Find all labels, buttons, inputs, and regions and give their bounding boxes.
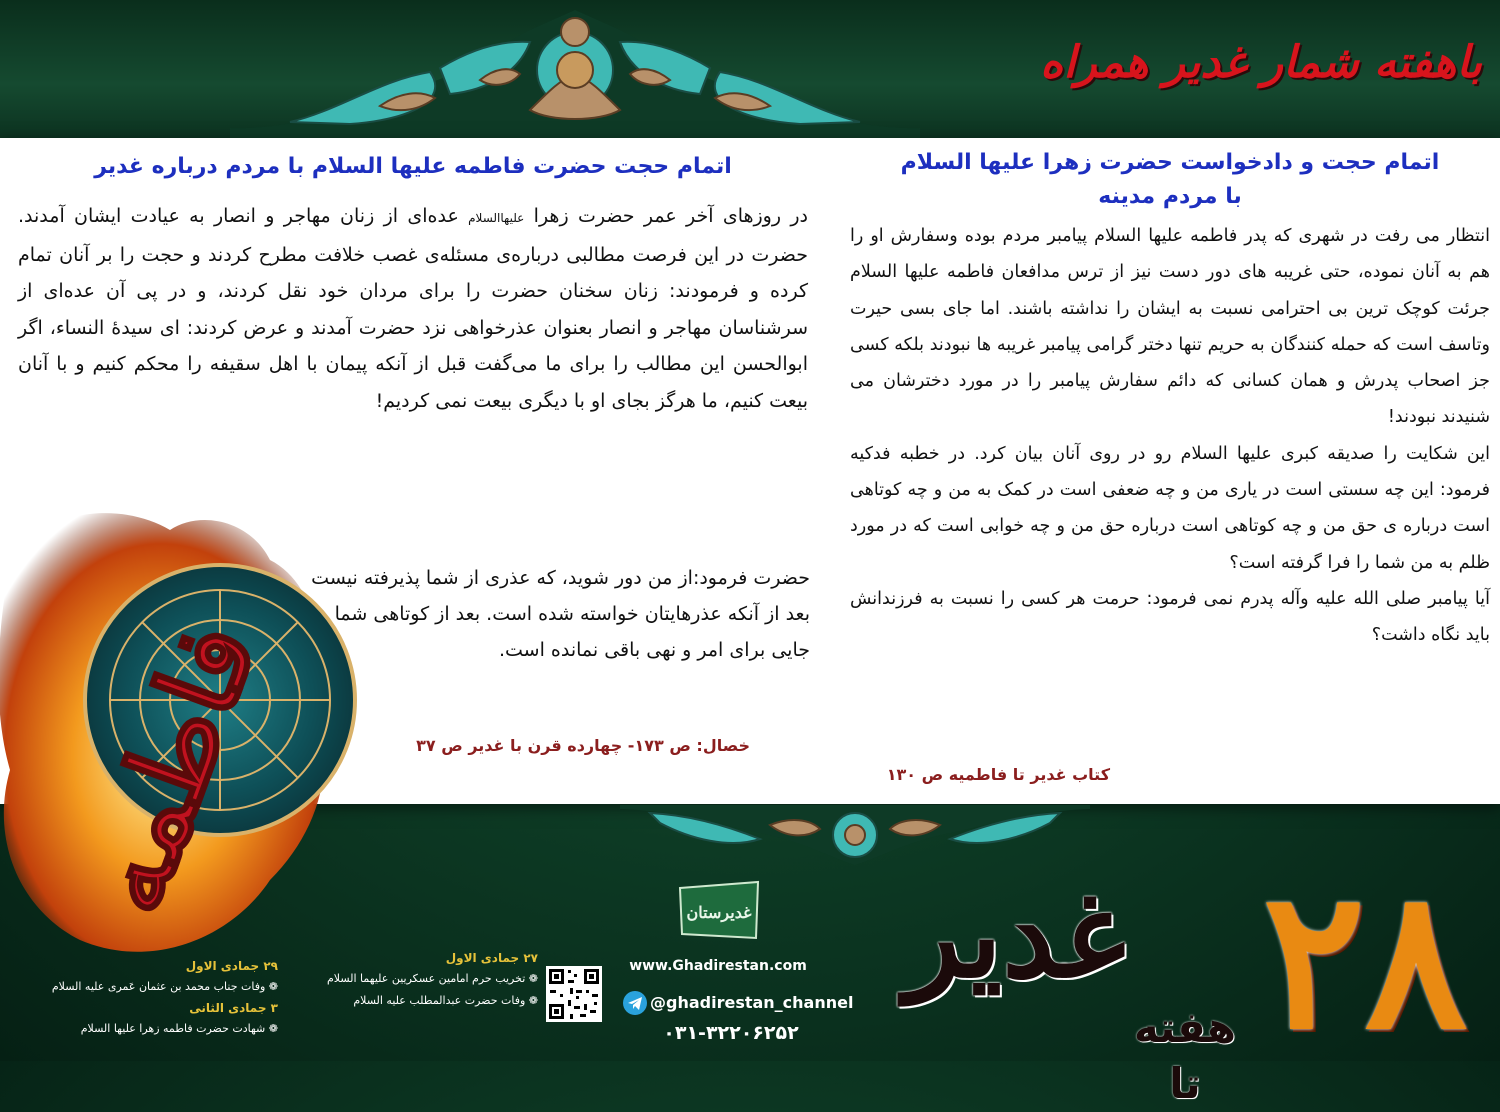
event-item: ❁ وفات حضرت عبدالمطلب علیه السلام xyxy=(353,994,538,1007)
fatemeh-emblem xyxy=(0,500,360,970)
phone-number[interactable]: ۰۳۱-۳۲۲۰۶۲۵۲ xyxy=(663,1022,799,1044)
website-link[interactable]: www.Ghadirestan.com xyxy=(629,958,807,974)
countdown-number: ۲۸ xyxy=(1262,848,1468,1071)
left-source: خصال: ص ۱۷۳- چهارده قرن با غدیر ص ۳۷ xyxy=(416,736,750,755)
left-para-1b: عده‌ای از زنان مهاجر و انصار به عیادت ایشان آمدند. حضرت در این فرصت مطالبی درباره‌ی مسئله‌ی غصب خلافت مطرح کردند و حجت را بر آنان تمام کرده و فرمودند: زنان سخنان حضرت را برای مردان خود نقل کردند، و در پی آن عده‌ای از سرشناسان مهاجر و انصار بعنوان عذرخواهی نزد حضرت آمدند و عرض کردند: ای سیدهٔ النساء، اگر ابوالحسن این مطالب را برای ما می‌گفت قبل از آنکه پیمان با اهل سقیفه را محکم کنیم و با آنان بیعت کنیم، ما هرگز بجای او با دیگری بیعت نمی کردیم! xyxy=(18,205,808,412)
telegram-icon xyxy=(622,990,648,1016)
event-item: ❁ تخریب حرم امامین عسکریین علیهما السلام xyxy=(326,972,538,985)
right-title-line1: اتمام حجت و دادخواست حضرت زهرا علیها السلام xyxy=(900,150,1440,175)
countdown-word: غدیر xyxy=(904,865,1126,1004)
left-column xyxy=(18,138,808,419)
logo-text: غدیرستان xyxy=(686,903,752,922)
left-para-1a: در روزهای آخر عمر حضرت زهرا xyxy=(533,205,808,227)
event-date: ۲۹ جمادی الاول xyxy=(185,959,278,973)
right-source: کتاب غدیر تا فاطمیه ص ۱۳۰ xyxy=(886,765,1110,784)
left-quote: حضرت فرمود:از من دور شوید، که عذری از شما پذیرفته نیست بعد از آنکه عذرهایتان خواسته شده است. بعد از کوتاهی شما جایی برای امر و نهی باقی نمانده است. xyxy=(311,567,810,661)
left-column-title: اتمام حجت حضرت فاطمه علیها السلام با مردم درباره غدیر xyxy=(94,154,732,179)
countdown-weeks-to: هفته تا xyxy=(1134,1003,1236,1108)
telegram-channel[interactable] xyxy=(622,990,854,1020)
right-para-3: آیا پیامبر صلی الله علیه وآله پدرم نمی فرمود: حرمت هر کسی را نسبت به فرزندانش باید نگاه داشت؟ xyxy=(850,588,1490,646)
event-item: ❁ وفات جناب محمد بن عثمان عَمری علیه السلام xyxy=(51,980,278,993)
right-column xyxy=(850,138,1490,654)
left-column-body xyxy=(18,198,808,419)
header-tagline: باهفته شمار غدیر همراه xyxy=(1040,37,1482,88)
event-date: ۲۷ جمادی الاول xyxy=(445,951,538,965)
emblem-text: فاطمه xyxy=(58,606,282,929)
right-column-title xyxy=(850,138,1490,214)
right-para-2: این شکایت را صدیقه کبری علیها السلام رو در روی آنان بیان کرد. در خطبه فدکیه فرمود: این چه سستی است در یاری من و چه ضعفی است در کمک به من و چه کوتاهی است درباره ی حق من و چه کوتاهی است درباره حق من و چه خوابی است که در مورد ظلم به من شما را فرا گرفته است؟ xyxy=(850,443,1490,573)
events-group-a xyxy=(20,956,278,1040)
right-title-line2: با مردم مدینه xyxy=(1098,184,1242,209)
event-date: ۳ جمادی الثانی xyxy=(189,1001,278,1015)
telegram-handle: @ghadirestan_channel xyxy=(650,993,854,1012)
right-para-1: انتظار می رفت در شهری که پدر فاطمه علیها السلام پیامبر مردم بوده وسفارش او را هم به آنان نموده، حتی غریبه های دور دست نیز از ترس مدافعان فاطمه علیها السلام جرئت کوچک ترین بی احترامی نسبت به ایشان را نداشته باشند. اما جای بسی حیرت وتاسف است که حمله کنندگان به حریم تنها دختر گرامی پیامبر غریبه ها نبودند بلکه کسی جز اصحاب پدرش و همان کسانی که دائم سفارش پیامبر را در مورد دخترشان می شنیدند نبودند! xyxy=(850,226,1490,428)
qr-code-icon[interactable] xyxy=(546,966,602,1022)
ghadirestan-logo[interactable] xyxy=(676,880,762,942)
bottom-ornament xyxy=(620,805,1090,867)
left-para-honorific: علیهاالسلام xyxy=(468,211,525,225)
event-item: ❁ شهادت حضرت فاطمه زهرا علیها السلام xyxy=(80,1022,278,1035)
right-column-body xyxy=(850,218,1490,654)
events-group-b xyxy=(290,948,538,1012)
top-ornament xyxy=(230,10,920,138)
